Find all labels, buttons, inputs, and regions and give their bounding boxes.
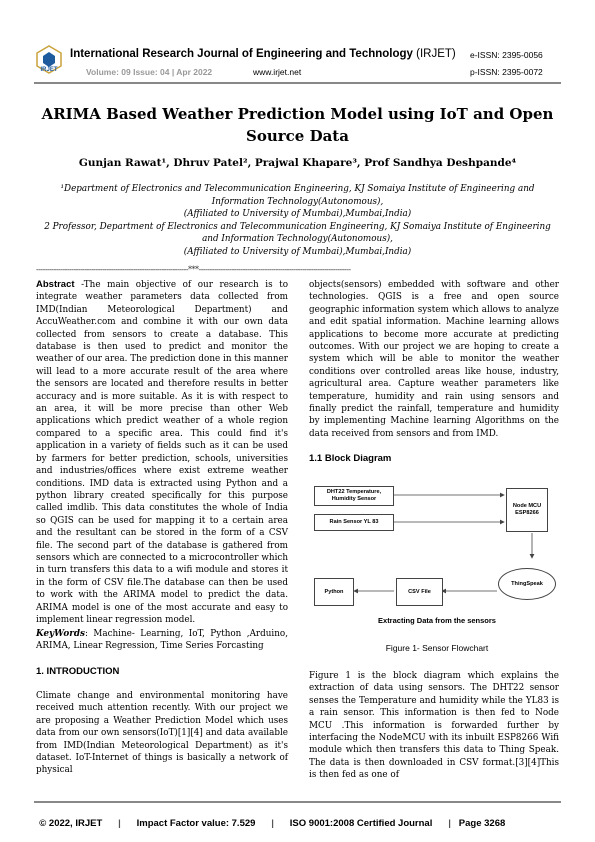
csv-file-box: CSV File xyxy=(396,578,443,606)
figure-explanation: Figure 1 is the block diagram which explains the extraction of data using sensors. The DHT22 sensor senses the Temperature and humidity while the YL83 is a rain sensor. This information is then fed to Node MCU .This information is forwarded further by interfacing the NodeMCU with its inbuilt ESP8266 Wifi module which then transfers this data to Thing Speak. The data is then downloaded in CSV format.[3][4]This is then fed as one of xyxy=(309,671,559,781)
footer-iso: ISO 9001:2008 Certified Journal xyxy=(289,818,433,829)
keywords xyxy=(36,628,288,653)
journal-name: International Research Journal of Engineering and Technology xyxy=(70,48,413,60)
affiliation-1: ¹Department of Electronics and Telecommunication Engineering, KJ Somaiya Institute of Engineering and Information Technology(Autonomous), xyxy=(60,184,535,207)
footer-copyright: © 2022, IRJET xyxy=(39,818,103,829)
keywords-text: : Machine- Learning, IoT, Python ,Arduino, ARIMA, Linear Regression, Time Series Forcasting xyxy=(36,629,288,652)
footer-divider xyxy=(34,801,561,803)
block-diagram xyxy=(312,478,562,628)
footer-page: Page 3268 xyxy=(458,818,506,829)
author-list: Gunjan Rawat¹, Dhruv Patel², Prajwal Khapare³, Prof Sandhya Deshpande⁴ xyxy=(78,157,517,169)
footer-impact-factor: Impact Factor value: 7.529 xyxy=(136,818,256,829)
dht22-sensor-box: DHT22 Temperature, Humidity Sensor xyxy=(314,486,394,506)
journal-abbrev: (IRJET) xyxy=(412,48,456,60)
journal-title xyxy=(70,48,456,60)
python-box: Python xyxy=(314,578,354,606)
affiliation-1-note: (Affiliated to University of Mumbai),Mumbai,India) xyxy=(183,209,412,219)
pissn: p-ISSN: 2395-0072 xyxy=(470,67,543,77)
section-separator: ---------------------------------------------------------------------***--------------------------------------------------------------------- xyxy=(36,265,351,274)
intro-text: Climate change and environmental monitoring have received much attention recently. With our project we are proposing a Weather Prediction Model which uses data from our own sensors(IoT)[1][4] and data available from IMD(Indian Meteorological Department) as it's dataset. IoT-Internet of things is basically a network of physical xyxy=(36,691,288,776)
affiliation-2-note: (Affiliated to University of Mumbai),Mumbai,India) xyxy=(183,246,412,257)
figure-caption: Figure 1- Sensor Flowchart xyxy=(385,643,489,653)
intro-heading: 1. INTRODUCTION xyxy=(36,666,120,677)
volume-info: Volume: 09 Issue: 04 | Apr 2022 xyxy=(86,67,213,77)
abstract xyxy=(36,279,288,626)
block-diagram-heading: 1.1 Block Diagram xyxy=(309,453,392,464)
affiliations xyxy=(40,183,555,258)
abstract-label: Abstract xyxy=(36,279,75,290)
affiliation-2: 2 Professor, Department of Electronics and Telecommunication Engineering, KJ Somaiya Institute of Engineering and Information Technology(Autonomous), xyxy=(44,221,551,244)
paper-title: ARIMA Based Weather Prediction Model using IoT and Open Source Data xyxy=(41,105,554,145)
header-divider xyxy=(34,82,561,84)
journal-logo xyxy=(34,44,64,76)
footer-sep-1: | xyxy=(118,818,121,829)
intro-continuation: objects(sensors) embedded with software and other technologies. QGIS is a free and open source geographic information system which allows to analyze and edit spatial information. Machine learning allows applications to become more accurate at predicting outcomes. With our project we are hoping to create a system which will be able to monitor the weather conditions over controlled areas like house, industry, agricultural area. Capture weather parameters like temperature, humidity and rain using sensors and finally predict the rainfall, temperature and humidity by implementing Machine learning Algorithms on the data received from sensors and from IMD. xyxy=(309,280,559,439)
logo-text: IRJET xyxy=(40,67,58,73)
thingspeak-ellipse: ThingSpeak xyxy=(498,568,556,600)
footer-sep-3: | xyxy=(448,818,451,829)
website-link[interactable]: www.irjet.net xyxy=(253,67,302,77)
nodemcu-box: Node MCU ESP8266 xyxy=(506,488,548,532)
footer-sep-2: | xyxy=(271,818,274,829)
page-footer xyxy=(34,807,561,829)
diagram-caption: Extracting Data from the sensors xyxy=(378,616,496,625)
abstract-text: -The main objective of our research is to integrate weather parameters data collected from IMD(Indian Meteorological Department) and AccuWeather.com and combine it with our own data collected from sensors to create a database. This database is then used to predict and monitor the weather of our area. The prediction done in this manner will lead to a more accurate result of the area where the sensors are located and therefore results in better accuracy and is more suitable. As it is with respect to an area, it will be more precise than other Web applications which predict weather of a whole region compared to a specific area. This could find it's application in a variety of fields such as it can be used by farmers for better prediction, schools, universities and industries/offices where exist extreme weather conditions. IMD data is extracted using Python and a python library created specifically for this purpose called imdlib. This data constitutes the whole of India so QGIS can be used for mapping it to a certain area and the resultant can be stored in the form of a CSV file. The second part of the database is gathered from sensors which are connected to a microcontroller which in turn transfers this data to a wifi module and stores it in the form of CSV file.The database can then be used to work with the ARIMA model to predict the data. ARIMA model is one of the most accurate and easy to implement linear regression model. xyxy=(36,280,288,625)
keywords-label: KeyWords xyxy=(36,629,85,639)
eissn: e-ISSN: 2395-0056 xyxy=(470,50,543,60)
rain-sensor-box: Rain Sensor YL 83 xyxy=(314,514,394,531)
